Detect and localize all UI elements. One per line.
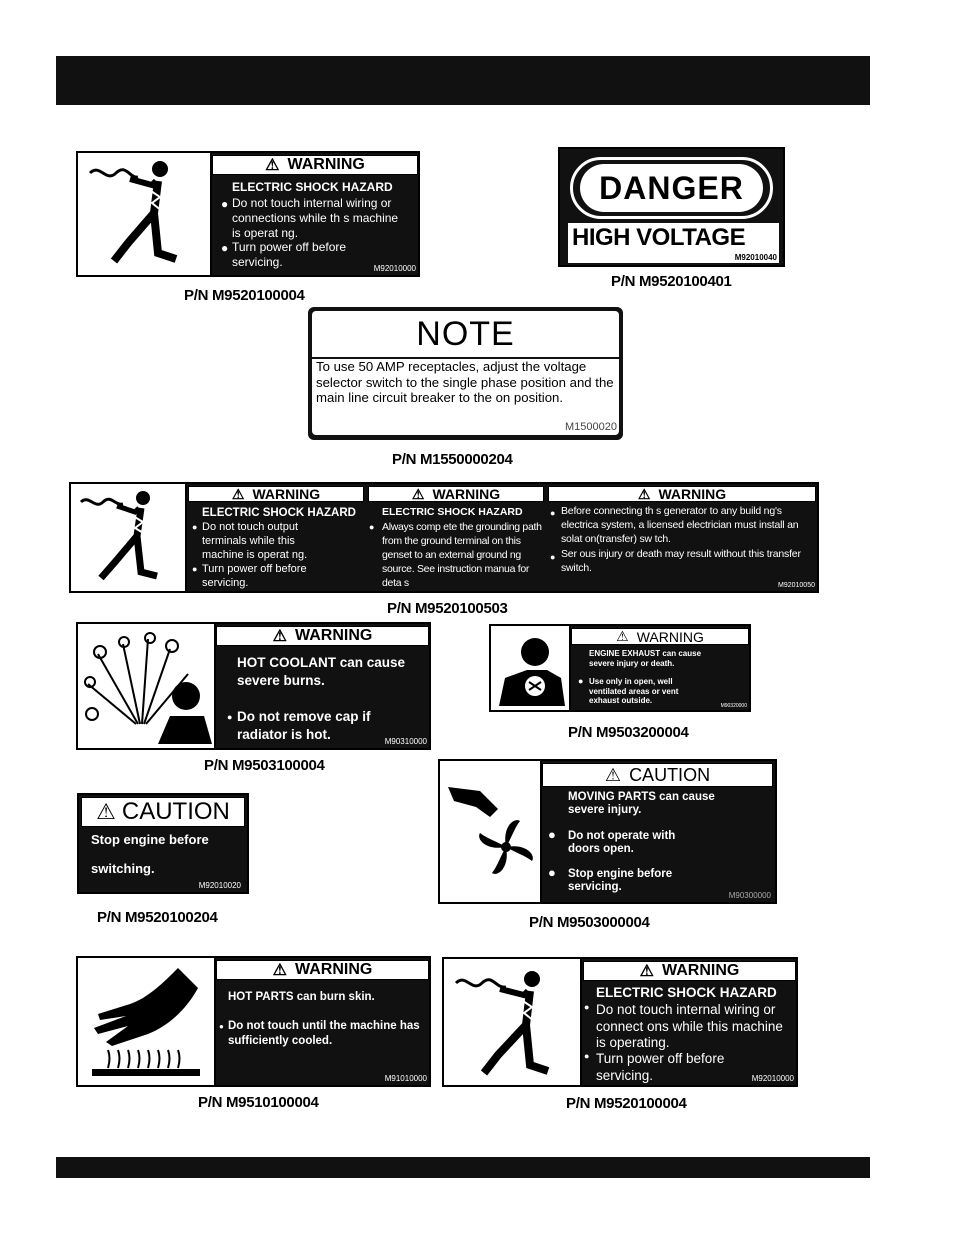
fan-blade-icon [440, 761, 540, 902]
warning-triangle-icon: ⚠ [272, 962, 287, 979]
part-number: P/N M9520100004 [566, 1095, 687, 1112]
triple-warning-label [69, 482, 819, 593]
part-number: P/N M9520100401 [611, 273, 732, 290]
bullet-dot-icon: ● [369, 522, 375, 532]
warning-triangle-icon: ⚠ [411, 485, 425, 502]
footer-bar [56, 1157, 870, 1178]
bullet-text: Do not remove cap if radiator is hot. [237, 709, 371, 742]
bullet-dot-icon: ● [578, 676, 584, 686]
warning-triangle-icon: ⚠ [604, 764, 622, 785]
hazard-line: HOT PARTS can burn skin. [228, 991, 375, 1003]
label-code: M1500020 [565, 421, 617, 433]
label-code: M90320000 [720, 703, 747, 709]
bullet-dot-icon: ● [221, 241, 229, 255]
header-bar [56, 56, 870, 105]
bullet-dot-icon: ● [227, 712, 233, 722]
danger-word-panel [580, 164, 763, 212]
bullet-text: Before connecting th s generator to any build ng's electrica system, a licensed electrician must install an solat on(transfer) sw tch. [561, 505, 799, 545]
label-code: M92010040 [734, 253, 777, 262]
hazard-line: ENGINE EXHAUST can cause severe injury or death. [589, 649, 702, 668]
warning-triangle-icon: ⚠ [231, 485, 245, 502]
warning-triangle-icon: ⚠ [265, 157, 280, 174]
hazard-title: ELECTRIC SHOCK HAZARD [232, 180, 393, 194]
note-body: To use 50 AMP receptacles, adjust the voltage selector switch to the single phase position and the main line circuit breaker to the on position. [316, 359, 614, 405]
hazard-line: HOT COOLANT can cause severe burns. [237, 655, 406, 688]
part-number: P/N M9520100204 [97, 909, 218, 926]
bullet-dot-icon: ● [584, 1051, 590, 1061]
warning-header: ⚠ WARNING [216, 626, 429, 646]
part-number: P/N M9503100004 [204, 757, 325, 774]
coolant-pictogram [78, 624, 216, 748]
hot-coolant-label [76, 622, 431, 750]
label-code: M92010050 [778, 582, 815, 589]
label-code: M92010020 [198, 881, 241, 890]
bullet-dot-icon: ● [221, 197, 229, 211]
warning-header: ⚠ WARNING [216, 960, 429, 980]
warning-triangle-icon: ⚠ [639, 963, 654, 980]
bullet-text: Always comp ete the grounding path from the ground terminal on this genset to an external ground ng source. See instruction manua for deta s [382, 521, 542, 589]
bullet-text: Do not touch output terminals while this machine is operat ng. [202, 521, 308, 561]
danger-high-voltage-label [558, 147, 785, 267]
note-label [308, 307, 623, 440]
fan-hand-pictogram [440, 761, 542, 902]
warning-header: ⚠ WARNING [583, 961, 796, 981]
warning-header: ⚠ WARNING [212, 155, 418, 175]
moving-parts-label [438, 759, 777, 904]
bullet-dot-icon: ● [219, 1022, 224, 1031]
steam-burst-icon [78, 624, 214, 748]
bullet-dot-icon: ● [548, 865, 556, 880]
shock-person-icon [78, 153, 210, 275]
shock-warning-label-2 [442, 957, 798, 1087]
bullet-text: Turn power off before servicing. [232, 240, 347, 269]
shock-warning-label [76, 151, 420, 277]
part-number: P/N M9503000004 [529, 914, 650, 931]
danger-word: DANGER [599, 169, 744, 206]
high-voltage-panel [568, 223, 779, 263]
part-number: P/N M9503200004 [568, 724, 689, 741]
bullet-text: Do not touch internal wiring or connections while th s machine is operat ng. [232, 196, 399, 240]
caution-line: switching. [91, 861, 155, 876]
bullet-text: Stop engine before servicing. [568, 868, 673, 893]
bullet-text: Turn power off before servicing. [596, 1051, 725, 1083]
hazard-title: ELECTRIC SHOCK HAZARD [596, 985, 777, 1000]
caution-switching-label [77, 793, 249, 894]
label-code: M92010000 [373, 264, 416, 273]
bullet-text: Do not touch until the machine has sufficiently cooled. [228, 1020, 420, 1047]
note-header-panel [312, 311, 619, 357]
bullet-dot-icon: ● [192, 522, 198, 532]
part-number: P/N M1550000204 [392, 451, 513, 468]
warning-triangle-icon: ⚠ [616, 628, 629, 644]
hot-surface-pictogram [78, 958, 216, 1085]
warning-header: ⚠ WARNING [368, 486, 544, 502]
shock-person-icon [71, 484, 185, 591]
bullet-dot-icon: ● [584, 1002, 590, 1012]
hand-burn-icon [78, 958, 214, 1085]
note-title: NOTE [416, 314, 515, 353]
warning-triangle-icon: ⚠ [96, 799, 116, 824]
part-number: P/N M9520100004 [184, 287, 305, 304]
warning-header: ⚠ WARNING [188, 486, 364, 502]
hazard-title: ELECTRIC SHOCK HAZARD [382, 506, 523, 518]
warning-header: ⚠ WARNING [571, 628, 749, 645]
bullet-text: Use only in open, well ventilated areas or vent exhaust outside. [589, 677, 679, 705]
exhaust-person-icon [491, 626, 569, 710]
shock-figure-pictogram [71, 484, 187, 591]
warning-header: ⚠ WARNING [548, 486, 816, 502]
label-code: M92010000 [751, 1074, 794, 1083]
shock-figure-pictogram [78, 153, 212, 275]
part-number: P/N M9520100503 [387, 600, 508, 617]
part-number: P/N M9510100004 [198, 1094, 319, 1111]
high-voltage-text: HIGH VOLTAGE [572, 224, 746, 251]
bullet-text: Turn power off before servicing. [202, 563, 307, 589]
bullet-text: Ser ous injury or death may result without this transfer switch. [561, 548, 801, 574]
shock-figure-pictogram [444, 959, 582, 1085]
note-body-panel [312, 359, 619, 435]
caution-header: ⚠ CAUTION [81, 797, 245, 827]
bullet-dot-icon: ● [550, 552, 556, 562]
caution-line: Stop engine before [91, 832, 209, 847]
shock-person-icon [444, 959, 580, 1085]
bullet-dot-icon: ● [192, 564, 198, 574]
bullet-dot-icon: ● [550, 508, 556, 518]
label-code: M90310000 [384, 737, 427, 746]
caution-header: ⚠ CAUTION [542, 763, 773, 787]
hazard-title: ELECTRIC SHOCK HAZARD [202, 507, 356, 519]
label-code: M90300000 [728, 891, 771, 900]
label-code: M91010000 [384, 1074, 427, 1083]
bullet-dot-icon: ● [548, 827, 556, 842]
engine-exhaust-label [489, 624, 751, 712]
bullet-text: Do not touch internal wiring or connect ons while this machine is operating. [596, 1002, 783, 1050]
exhaust-pictogram [491, 626, 571, 710]
bullet-text: Do not operate with doors open. [568, 830, 676, 855]
warning-triangle-icon: ⚠ [637, 485, 651, 502]
hot-parts-label [76, 956, 431, 1087]
warning-triangle-icon: ⚠ [272, 628, 287, 645]
hazard-line: MOVING PARTS can cause severe injury. [568, 791, 715, 816]
